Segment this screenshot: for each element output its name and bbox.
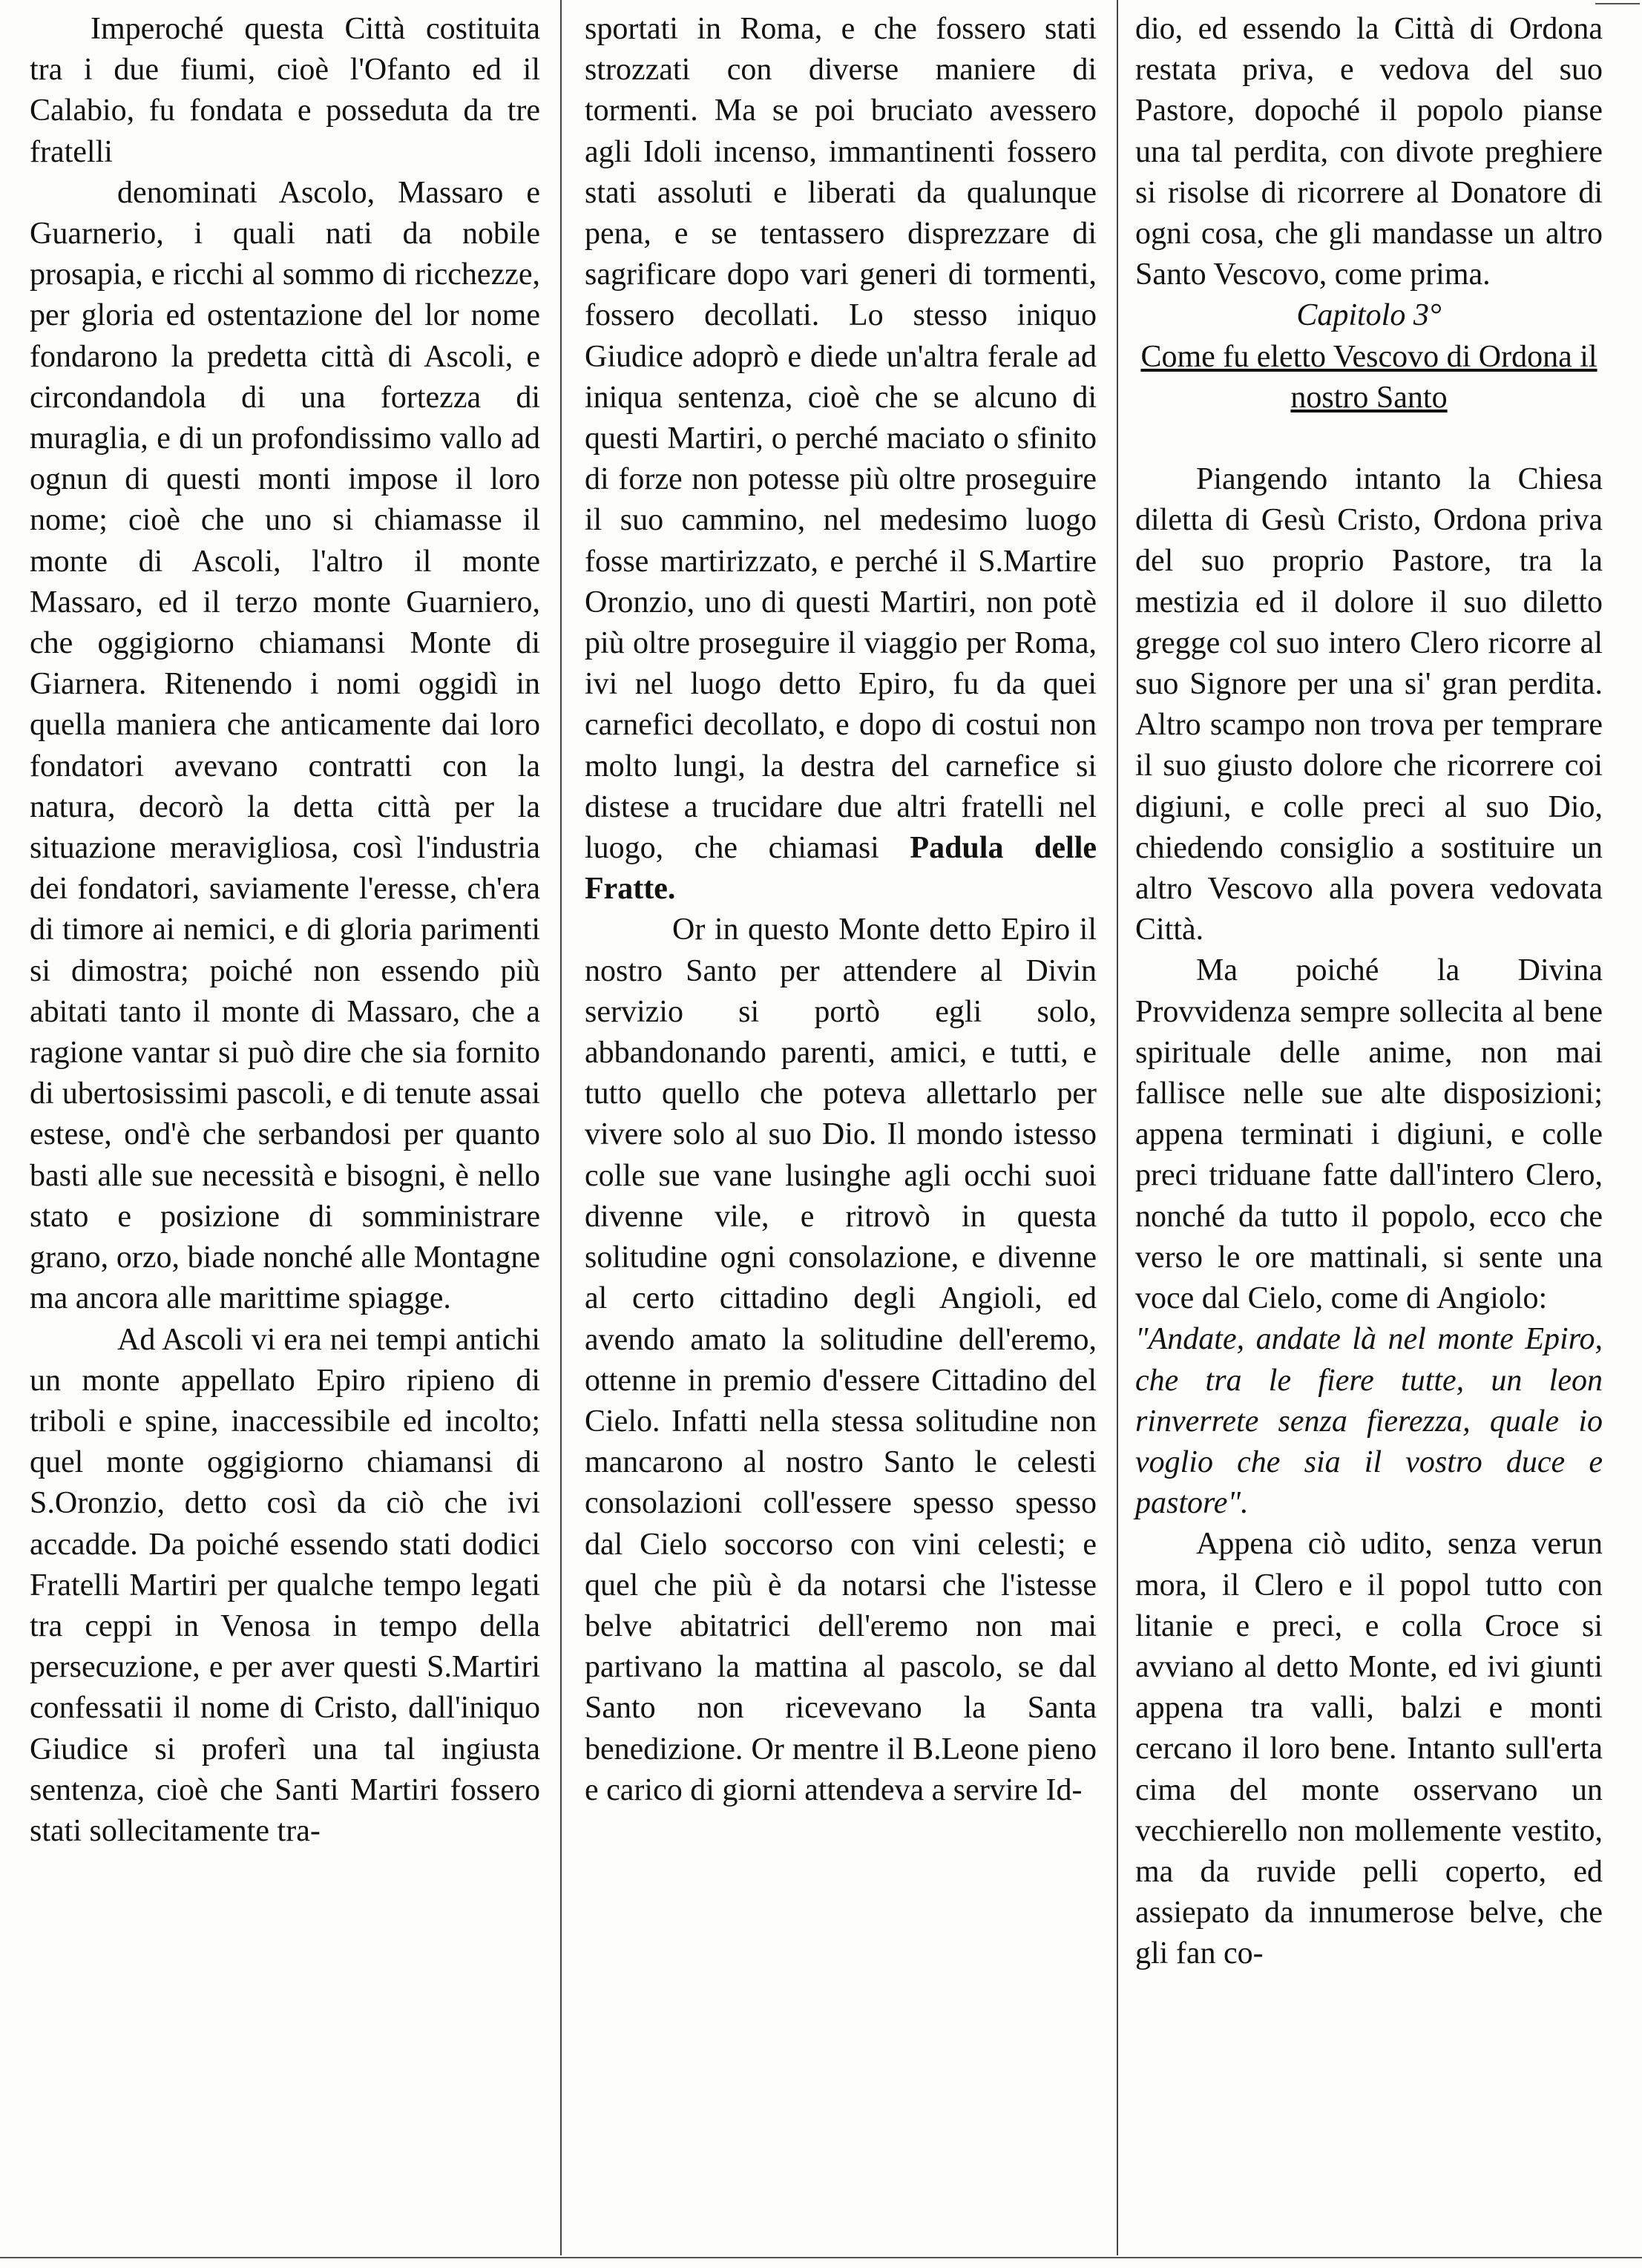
text-column-3 [1135,9,1603,2238]
paragraph: Imperoché questa Città costituita tra i due fiumi, cioè l'Ofanto ed il Calabio, fu fondata e posseduta da tre fratelli [30,12,540,169]
quoted-voice: "Andate, andate là nel monte Epiro, che tra le fiere tutte, un leon rinverrete senza fierezza, quale io voglio che sia il vostro duce e pastore". [1135,1322,1603,1521]
top-edge-rule [1595,3,1640,4]
paragraph: Or in questo Monte detto Epiro il nostro Santo per attendere al Divin servizio si portò egli solo, abbandonando parenti, amici, e tutti, e tutto quello che poteva allettarlo per vivere solo al suo Dio. Il mondo istesso colle sue vane lusinghe agli occhi suoi divenne vile, e ritrovò in questa solitudine ogni consolazione, e divenne al certo cittadino degli Angioli, ed avendo amato la solitudine dell'eremo, ottenne in premio d'essere Cittadino del Cielo. Infatti nella stessa solitudine non mancarono al nostro Santo le celesti consolazioni coll'essere spesso spesso dal Cielo soccorso con vini celesti; e quel che più è da notarsi che l'istesse belve abitatrici dell'eremo non mai partivano la mattina al pascolo, se dal Santo non ricevevano la Santa benedizione. Or mentre il B.Leone pieno e carico di giorni attendeva a servire Id- [585,913,1097,1807]
paragraph-text: sportati in Roma, e che fossero stati strozzati con diverse maniere di tormenti. Ma se poi bruciato avessero agli Idoli incenso, immantinenti fossero stati assoluti e liberati da qualunque pena, e se tentassero disprezzare di sagrificare dopo vari generi di tormenti, fossero decollati. Lo stesso iniquo Giudice adoprò e diede un'altra ferale ad iniqua sentenza, cioè che se alcuno di questi Martiri, o perché maciato o sfinito di forze non potesse più oltre proseguire il suo cammino, nel medesimo luogo fosse martirizzato, e perché il S.Martire Oronzio, uno di questi Martiri, non potè più oltre proseguire il viaggio per Roma, ivi nel luogo detto Epiro, fu da quei carnefici decollato, e dopo di costui non molto lungi, la destra del carnefice si distese a trucidare due altri fratelli nel luogo, che chiamasi [585,12,1097,866]
paragraph: Appena ciò udito, senza verun mora, il Clero e il popol tutto con litanie e preci, e colla Croce si avviano al detto Monte, ed ivi giunti appena tra valli, balzi e monti cercano il loro bene. Intanto sull'erta cima del monte osservano un vecchierello non mollemente vestito, ma da ruvide pelli coperto, ed assiepato da innumerose belve, che gli fan co- [1135,1527,1603,1971]
text-column-2 [585,9,1097,2238]
paragraph: Ad Ascoli vi era nei tempi antichi un monte appellato Epiro ripieno di triboli e spine, inaccessibile ed incolto; quel monte oggigiorno chiamansi di S.Oronzio, detto così da ciò che ivi accadde. Da poiché essendo stati dodici Fratelli Martiri per qualche tempo legati tra ceppi in Venosa in tempo della persecuzione, e per aver questi S.Martiri confessatii il nome di Cristo, dall'iniquo Giudice si proferì una tal ingiusta sentenza, cioè che Santi Martiri fossero stati sollecitamente tra- [30,1322,540,1848]
paragraph: Ma poiché la Divina Provvidenza sempre sollecita al bene spirituale delle anime, non mai fallisce nelle sue alte disposizioni; appena terminati i digiuni, e colle preci triduane fatte dall'intero Clero, nonché da tutto il popolo, ecco che verso le ore mattinali, si sente una voce dal Cielo, come di Angiolo: [1135,953,1603,1316]
chapter-title: Capitolo 3° [1296,298,1442,333]
column-divider [1117,0,1118,2255]
text-column-1 [30,9,540,2238]
column-divider [560,0,562,2255]
chapter-subtitle: Come fu eletto Vescovo di Ordona il nostro Santo [1140,339,1597,415]
bottom-rule [0,2257,1642,2258]
paragraph: dio, ed essendo la Città di Ordona restata priva, e vedova del suo Pastore, dopoché il popolo pianse una tal perdita, con divote preghiere si risolse di ricorrere al Donatore di ogni cosa, che gli mandasse un altro Santo Vescovo, come prima. [1135,12,1603,292]
bold-place-name: Padula delle Fratte. [585,831,1097,907]
spacer [1135,418,1603,459]
paragraph: Piangendo intanto la Chiesa diletta di Gesù Cristo, Ordona priva del suo proprio Pastore, tra la mestizia ed il dolore il suo diletto gregge col suo intero Clero ricorre al suo Signore per una si' gran perdita. Altro scampo non trova per temprare il suo giusto dolore che ricorrere coi digiuni, e colle preci al suo Dio, chiedendo consiglio a sostituire un altro Vescovo alla povera vedovata Città. [1135,462,1603,947]
paragraph: denominati Ascolo, Massaro e Guarnerio, i quali nati da nobile prosapia, e ricchi al sommo di ricchezze, per gloria ed ostentazione del lor nome fondarono la predetta città di Ascoli, e circondandola di una fortezza di muraglia, e di un profondissimo vallo ad ognun di questi monti impose il loro nome; cioè che uno si chiamasse il monte di Ascoli, l'altro il monte Massaro, ed il terzo monte Guarniero, che oggigiorno chiamansi Monte di Giarnera. Ritenendo i nomi oggidì in quella maniera che anticamente dai loro fondatori avevano contratti con la natura, decorò la detta città per la situazione meravigliosa, così l'industria dei fondatori, saviamente l'eresse, ch'era di timore ai nemici, e di gloria parimenti si dimostra; poiché non essendo più abitati tanto il monte di Massaro, che a ragione vantar si può dire che sia fornito di ubertosissimi pascoli, e di tenute assai estese, ond'è che serbandosi per quanto basti alle sue necessità e bisogni, è nello stato e posizione di somministrare grano, orzo, biade nonché alle Montagne ma ancora alle marittime spiagge. [30,175,540,1316]
paragraph [585,9,1097,910]
